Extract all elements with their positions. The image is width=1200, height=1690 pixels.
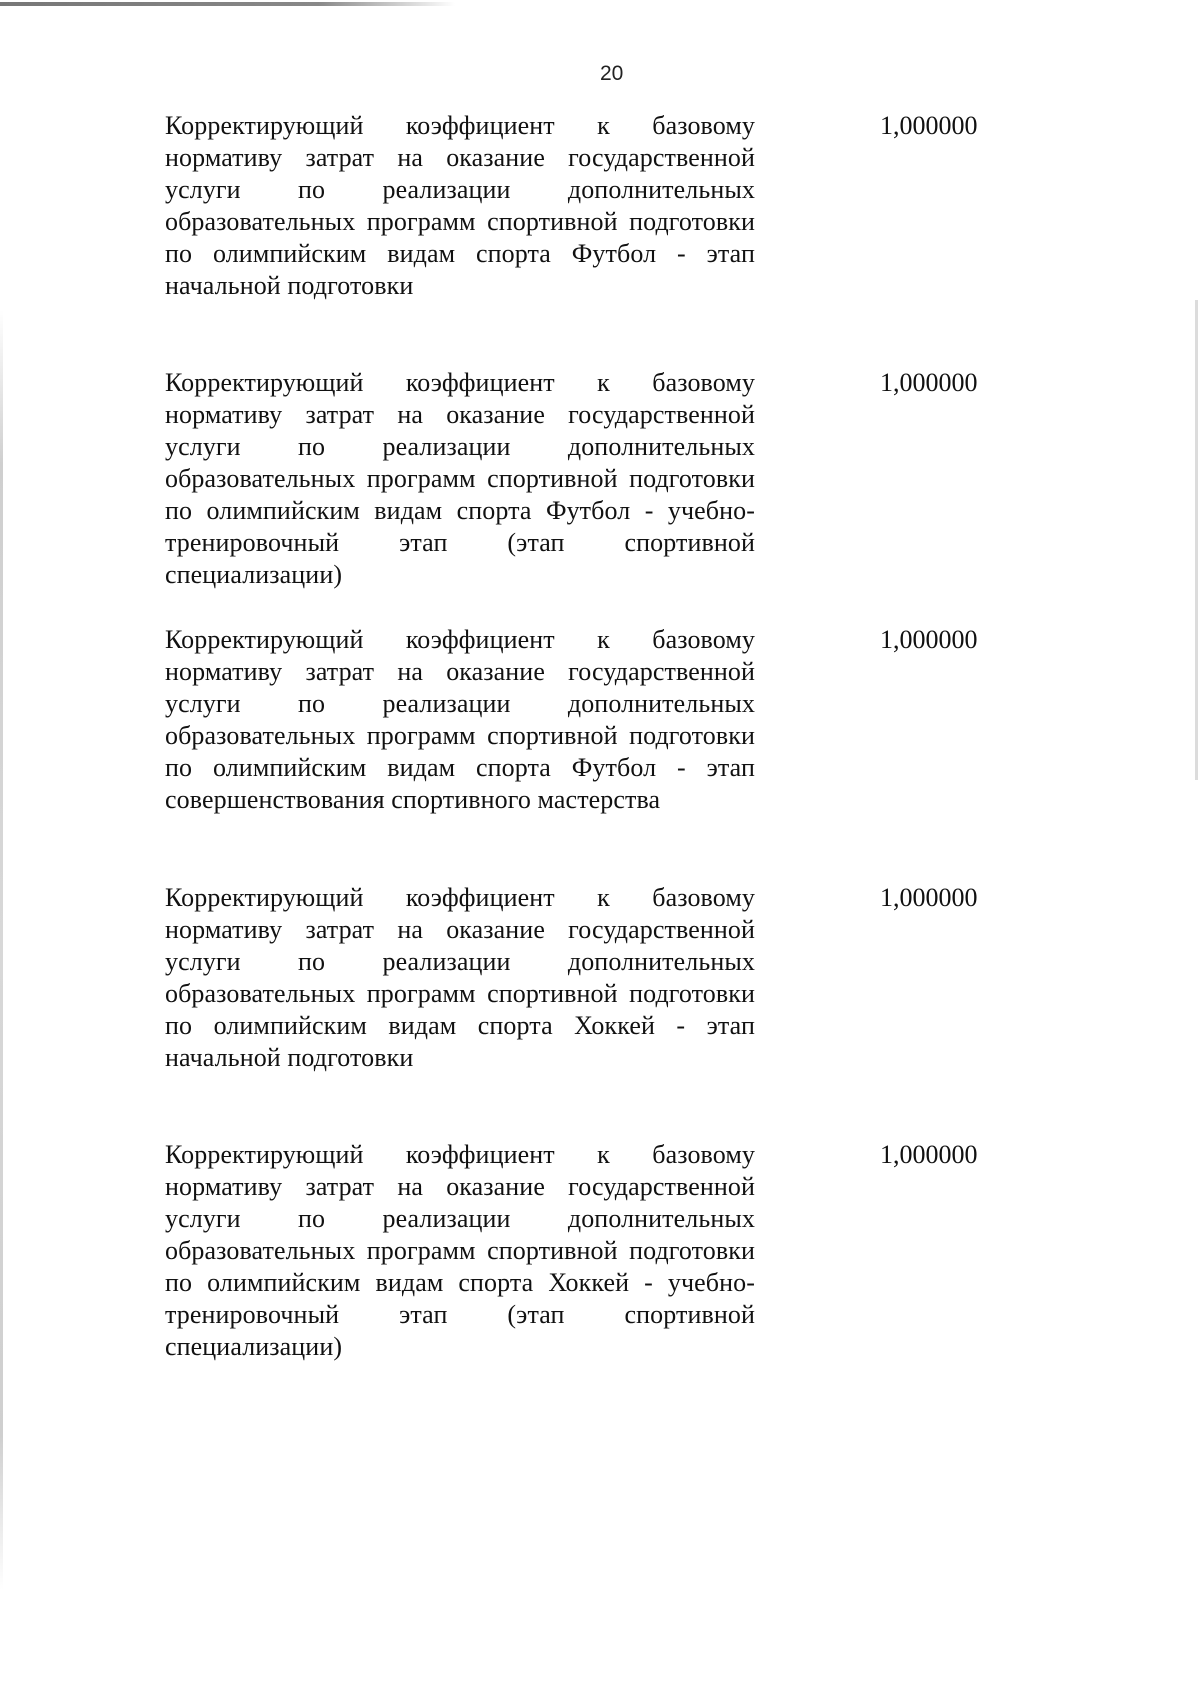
page-number: 20 bbox=[600, 62, 624, 85]
scan-artifact-left-edge bbox=[0, 310, 3, 1590]
entry-value: 1,000000 bbox=[880, 111, 978, 140]
scan-artifact-top-line bbox=[0, 2, 455, 6]
entry-value: 1,000000 bbox=[880, 625, 978, 654]
coefficient-entry bbox=[165, 624, 1200, 816]
entry-description: Корректирующий коэффициент к базовому нормативу затрат на оказание государственной услуги по реализации дополнительных образовательных программ спортивной подготовки по олимпийским видам спорта Футбол - этап совершенствования спортивного мастерства bbox=[165, 625, 755, 814]
coefficient-entry bbox=[165, 882, 1200, 1074]
entry-value: 1,000000 bbox=[880, 1140, 978, 1169]
entry-description: Корректирующий коэффициент к базовому нормативу затрат на оказание государственной услуги по реализации дополнительных образовательных программ спортивной подготовки по олимпийским видам спорта Футбол - этап начальной подготовки bbox=[165, 111, 755, 300]
coefficient-entry bbox=[165, 1139, 1200, 1363]
entry-description: Корректирующий коэффициент к базовому нормативу затрат на оказание государственной услуги по реализации дополнительных образовательных программ спортивной подготовки по олимпийским видам спорта Футбол - учебно-тренировочный этап (этап спортивной специализации) bbox=[165, 368, 755, 589]
coefficient-entry bbox=[165, 367, 1200, 591]
entry-value: 1,000000 bbox=[880, 883, 978, 912]
entry-description: Корректирующий коэффициент к базовому нормативу затрат на оказание государственной услуги по реализации дополнительных образовательных программ спортивной подготовки по олимпийским видам спорта Хоккей - этап начальной подготовки bbox=[165, 883, 755, 1072]
entry-description: Корректирующий коэффициент к базовому нормативу затрат на оказание государственной услуги по реализации дополнительных образовательных программ спортивной подготовки по олимпийским видам спорта Хоккей - учебно-тренировочный этап (этап спортивной специализации) bbox=[165, 1140, 755, 1361]
entry-value: 1,000000 bbox=[880, 368, 978, 397]
coefficient-entry bbox=[165, 110, 1200, 302]
